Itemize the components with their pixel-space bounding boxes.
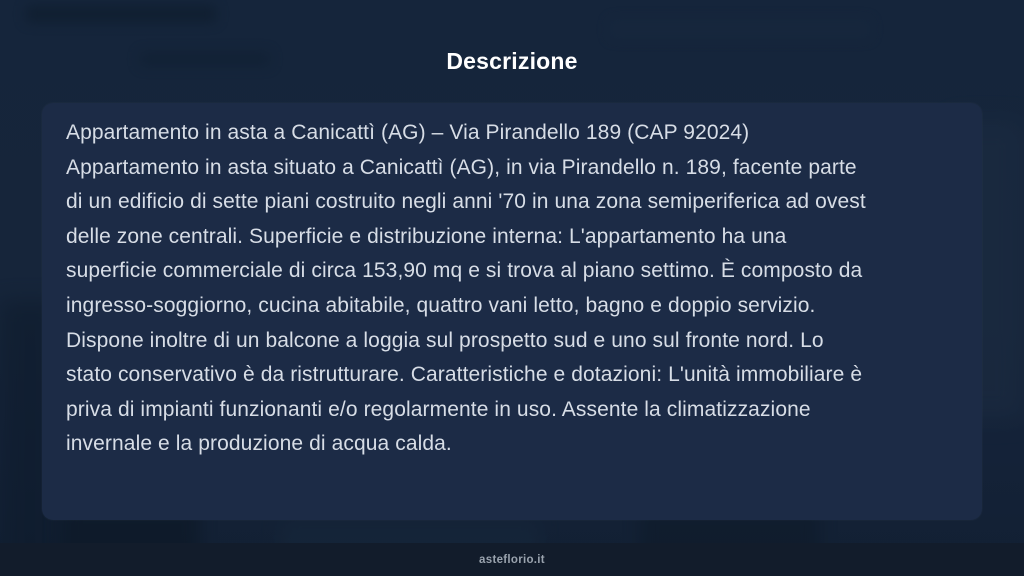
- text-line: invernale e la produzione di acqua calda.: [66, 432, 452, 456]
- watermark-text: asteflorio.it: [479, 553, 545, 566]
- text-line: Appartamento in asta a Canicattì (AG) – Via Pirandello 189 (CAP 92024): [66, 121, 750, 144]
- page-title: Descrizione: [446, 48, 578, 74]
- text-line: superficie commerciale di circa 153,90 mq e si trova al piano settimo. È composto da: [66, 259, 863, 283]
- description-panel: [42, 103, 982, 520]
- background-shape: [610, 20, 870, 38]
- text-line: di un edificio di sette piani costruito negli anni '70 in una zona semiperiferica ad ovest: [66, 190, 866, 214]
- text-line: priva di impianti funzionanti e/o regolarmente in uso. Assente la climatizzazione: [66, 397, 811, 421]
- footer-bar: [0, 543, 1024, 576]
- text-line: delle zone centrali. Superficie e distribuzione interna: L'appartamento ha una: [66, 224, 787, 248]
- text-line: ingresso-soggiorno, cucina abitabile, quattro vani letto, bagno e doppio servizio.: [66, 293, 816, 317]
- text-line: stato conservativo è da ristrutturare. Caratteristiche e dotazioni: L'unità immobiliare è: [66, 363, 863, 387]
- background-shape: [26, 6, 216, 22]
- text-line: Appartamento in asta situato a Canicattì (AG), in via Pirandello n. 189, facente parte: [66, 155, 857, 179]
- description-text: [66, 116, 958, 462]
- text-line: Dispone inoltre di un balcone a loggia sul prospetto sud e uno sul fronte nord. Lo: [66, 328, 824, 352]
